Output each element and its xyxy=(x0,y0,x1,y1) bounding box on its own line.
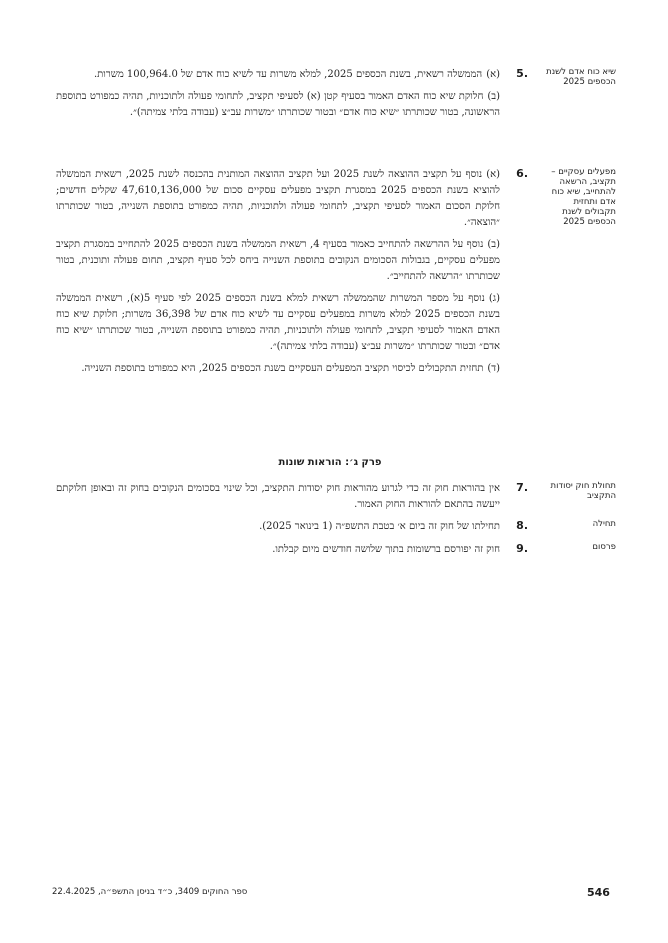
margin-note: מפעלים עסקיים – תקציב, הרשאה להתחייב, שיא כוח אדם ותחזית תקבולים לשנת הכספים 2025 xyxy=(551,167,616,227)
page-number: 546 xyxy=(587,886,610,899)
publication-line: ספר החוקים 3409, כ״ד בניסן התשפ״ה, 22.4.2025 xyxy=(52,887,248,897)
paragraph-text: חלוקת שיא כוח האדם האמור בסעיף קטן (א) לסעיפי תקציב, לתחומי פעולה ולתוכניות, תהיה כמפורט בתוספת הראשונה, בטור שכותרתו ״שיא כוח אדם״ ובטור שכותרתו ״משרות עב״צ (עבודה בלתי צמיתה)״. xyxy=(56,91,500,118)
paragraph-label: (ב) xyxy=(487,91,501,102)
paragraph-text: נוסף על תקציב ההוצאה לשנת 2025 ועל תקציב ההוצאה המותנית בהכנסה לשנת 2025, רשאית הממשלה להוציא בשנת הכספים 2025 במסגרת תקציב מפעלים עסקיים סכום של 47,610,136,000 שקלים חדשים; חלוקת הסכום האמור לסעיפי תקציב, לתחומי פעולה ולתוכניות, תהיה כמפורט בתוספת השנייה, בטור שכותרתו ״הוצאה״. xyxy=(56,169,500,228)
paragraph-label: (ד) xyxy=(487,363,500,374)
paragraph-text: הממשלה רשאית, בשנת הכספים 2025, למלא משרות עד לשיא כוח אדם של 100,964.0 משרות. xyxy=(93,69,483,80)
paragraph xyxy=(56,167,500,231)
section-body xyxy=(56,481,500,519)
section-body xyxy=(56,542,500,564)
margin-note: פרסום xyxy=(592,542,616,552)
paragraph-text: אין בהוראות חוק זה כדי לגרוע מהוראות חוק יסודות התקציב, וכל שינוי בסכומים הנקובים בחוק זה ובאופן חלוקתם ייעשה בהתאם להוראות החוק האמור. xyxy=(56,483,500,510)
paragraph-label: (א) xyxy=(486,169,500,180)
paragraph-text: נוסף על ההרשאה להתחייב כאמור בסעיף 4, רשאית הממשלה בשנת הכספים 2025 להתחייב במסגרת תקציב מפעלים עסקיים, בגבולות הסכומים הנקובים בתוספת השנייה ביחס לכל סעיף תקציב, תחום פעולה ותוכנית, בטור שכותרתו ״הרשאה להתחייב״. xyxy=(56,239,500,282)
margin-note: שיא כוח אדם לשנת הכספים 2025 xyxy=(546,67,616,87)
section-number: .6 xyxy=(516,167,528,180)
paragraph xyxy=(56,291,500,355)
chapter-title: פרק ג׳: הוראות שונות xyxy=(278,457,382,468)
section-body xyxy=(56,167,500,383)
paragraph xyxy=(56,361,500,377)
margin-note: תחילה xyxy=(592,519,616,529)
section-number: .7 xyxy=(516,481,528,494)
section-number: .8 xyxy=(516,519,528,532)
paragraph-text: נוסף על מספר המשרות שהממשלה רשאית למלא בשנת הכספים 2025 לפי סעיף 5(א), רשאית הממשלה בשנת הכספים 2025 למלא משרות במפעלים עסקיים עד לשיא כוח אדם של 36,398 משרות; חלוקת שיא כוח האדם האמור לסעיפי תקציב, לתחומי פעולה ולתוכניות, תהיה כמפורט בתוספת השנייה, בטור שכותרתו ״שיא כוח אדם״ ובטור שכותרתו ״משרות עב״צ (עבודה בלתי צמיתה)״. xyxy=(56,293,500,352)
section-body xyxy=(56,519,500,541)
section-number: .9 xyxy=(516,542,528,555)
paragraph-text: תחילתו של חוק זה ביום א׳ בטבת התשפ״ה (1 בינואר 2025). xyxy=(259,521,500,532)
paragraph-text: חוק זה יפורסם ברשומות בתוך שלושה חודשים מיום קבלתו. xyxy=(272,544,500,555)
paragraph xyxy=(56,481,500,513)
paragraph-label: (ג) xyxy=(488,293,500,304)
margin-note: תחולת חוק יסודות התקציב xyxy=(550,481,616,501)
paragraph xyxy=(56,67,500,83)
paragraph xyxy=(56,542,500,558)
section-body xyxy=(56,67,500,127)
paragraph-label: (ב) xyxy=(487,239,500,250)
paragraph xyxy=(56,237,500,285)
paragraph xyxy=(56,89,500,121)
section-number: .5 xyxy=(516,67,528,80)
paragraph xyxy=(56,519,500,535)
page-footer xyxy=(0,886,668,900)
paragraph-label: (א) xyxy=(486,69,500,80)
paragraph-text: תחזית התקבולים לכיסוי תקציב המפעלים העסקיים בשנת הכספים 2025, היא כמפורט בתוספת השנייה. xyxy=(81,363,484,374)
